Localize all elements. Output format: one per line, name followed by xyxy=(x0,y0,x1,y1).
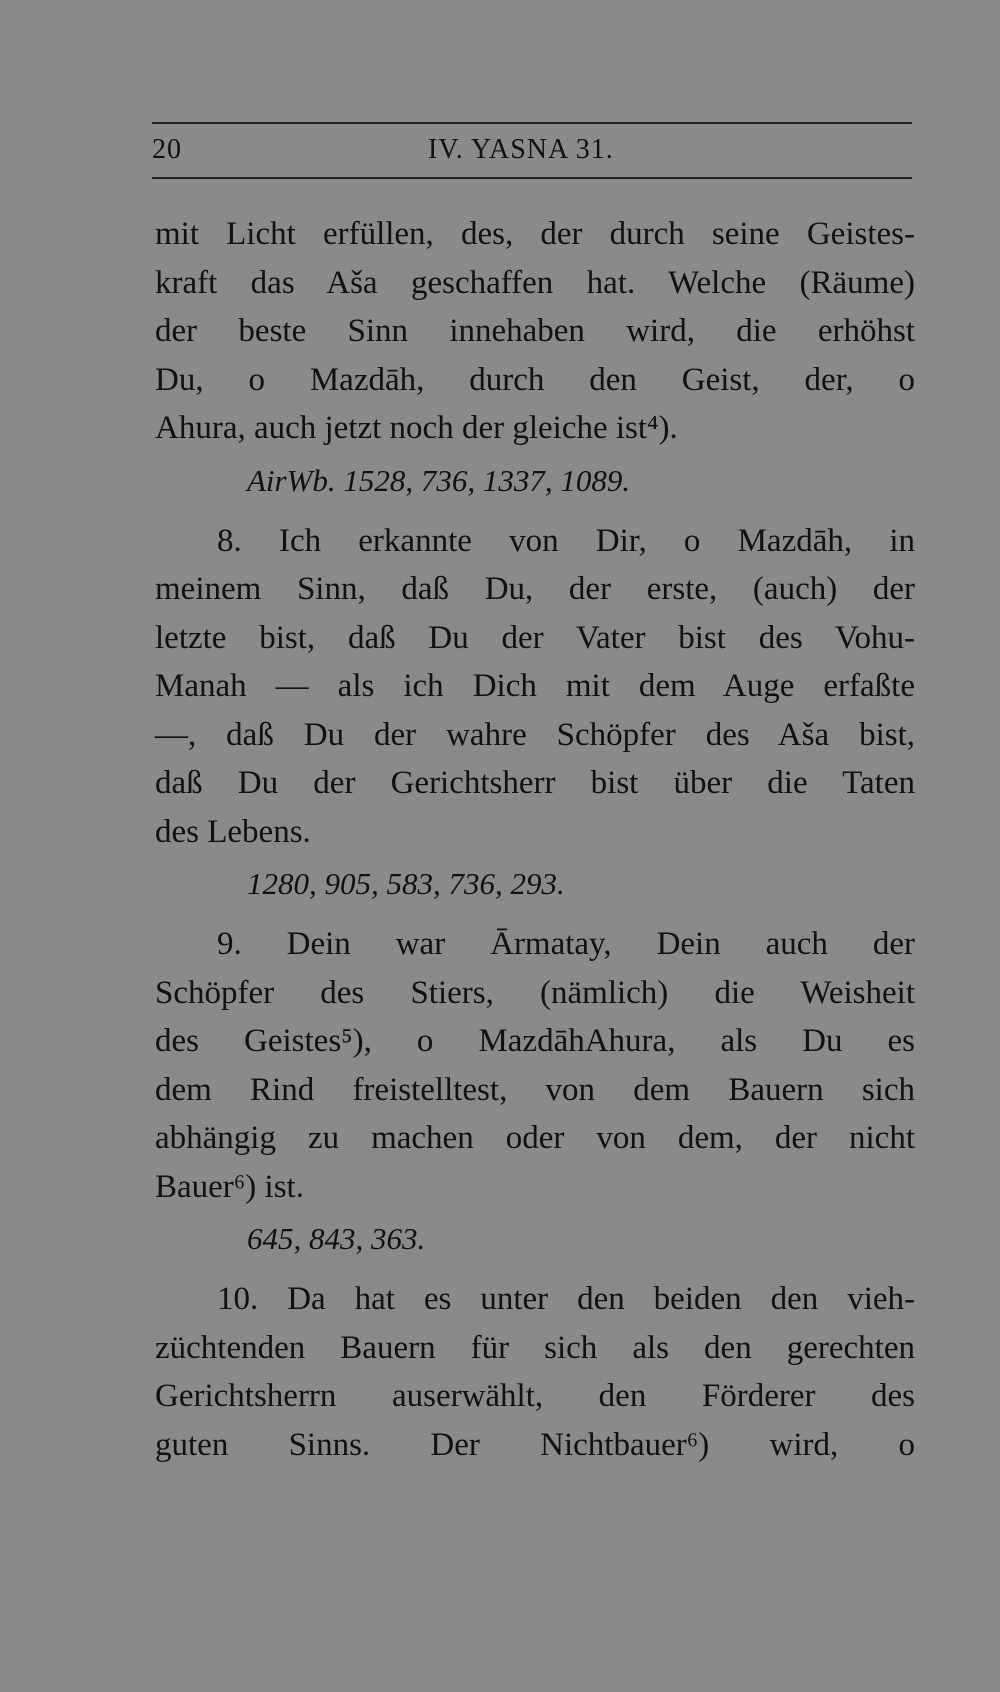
text-line: des Geistes⁵), o MazdāhAhura, als Du es xyxy=(155,1023,915,1059)
reference-line: 645, 843, 363. xyxy=(247,1221,426,1256)
text-line: letzte bist, daß Du der Vater bist des Vohu- xyxy=(155,619,915,656)
text-line: dem Rind freistelltest, von dem Bauern sich xyxy=(155,1071,915,1108)
text-line: guten Sinns. Der Nichtbauer⁶) wird, o xyxy=(155,1426,915,1463)
text-line: der beste Sinn innehaben wird, die erhöhst xyxy=(155,313,915,349)
text-line: Bauer⁶) ist. xyxy=(155,1168,304,1205)
text-line: Manah — als ich Dich mit dem Auge erfaßte xyxy=(155,668,915,704)
text-line: Ahura, auch jetzt noch der gleiche ist⁴). xyxy=(155,410,678,446)
text-line: mit Licht erfüllen, des, der durch seine Geistes- xyxy=(155,216,915,252)
running-header xyxy=(152,130,912,170)
running-title: IV. YASNA 31. xyxy=(428,134,614,165)
verse-start-line: 9. Dein war Ārmatay, Dein auch der xyxy=(217,926,915,962)
text-line: abhängig zu machen oder von dem, der nicht xyxy=(155,1120,915,1156)
header-bottom-rule xyxy=(152,177,912,179)
reference-line: 1280, 905, 583, 736, 293. xyxy=(247,866,565,901)
verse-start-line: 10. Da hat es unter den beiden den vieh- xyxy=(217,1281,915,1317)
text-line: daß Du der Gerichtsherr bist über die Taten xyxy=(155,765,915,801)
reference-line: AirWb. 1528, 736, 1337, 1089. xyxy=(247,462,631,498)
text-line: Gerichtsherrn auserwählt, den Förderer des xyxy=(155,1378,915,1414)
text-line: des Lebens. xyxy=(155,813,311,850)
text-line: meinem Sinn, daß Du, der erste, (auch) der xyxy=(155,571,915,607)
text-line: Du, o Mazdāh, durch den Geist, der, o xyxy=(155,361,915,398)
text-line: kraft das Aša geschaffen hat. Welche (Räume) xyxy=(155,264,915,301)
text-line: —, daß Du der wahre Schöpfer des Aša bist, xyxy=(155,716,915,753)
text-line: züchtenden Bauern für sich als den gerechten xyxy=(155,1329,915,1366)
text-line: Schöpfer des Stiers, (nämlich) die Weisheit xyxy=(155,974,915,1011)
header-top-rule xyxy=(152,122,912,124)
page-number: 20 xyxy=(152,134,182,165)
body-text xyxy=(155,210,915,1469)
verse-start-line: 8. Ich erkannte von Dir, o Mazdāh, in xyxy=(217,522,915,559)
